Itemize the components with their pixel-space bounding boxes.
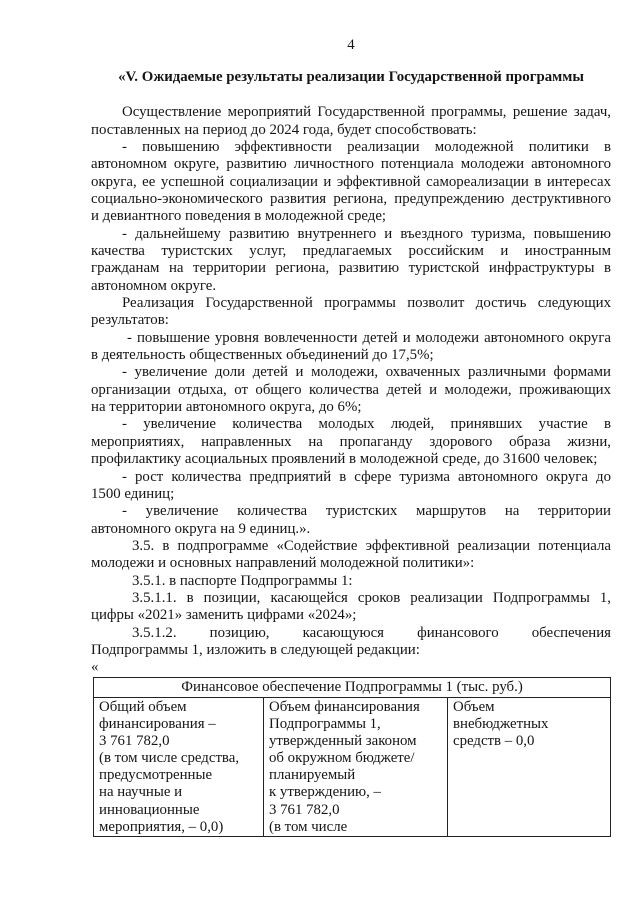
cell-line: планируемый (269, 767, 356, 784)
text-line: Осуществление мероприятий Государственной программы, решение задач, (122, 104, 611, 121)
finance-table-row (94, 698, 610, 836)
text-line: Подпрограммы 1, изложить в следующей редакции: (91, 641, 420, 658)
cell-line: об окружном бюджете/ (269, 750, 415, 767)
text-line: результатов: (91, 312, 169, 329)
finance-table-caption: Финансовое обеспечение Подпрограммы 1 (тыс. руб.) (94, 678, 610, 698)
opening-quote (91, 659, 611, 676)
cell-line: 3 761 782,0 (99, 733, 170, 750)
text-line: качества туристских услуг, предлагаемых российским и иностранным (91, 243, 611, 260)
text-line: на территории автономного округа, до 6%; (91, 399, 362, 416)
document-body (91, 104, 611, 676)
text-line: автономного округа на 9 единиц.». (91, 520, 311, 537)
cell-line: Подпрограммы 1, (269, 716, 381, 733)
text-line: молодежи и основных направлений молодежной политики»: (91, 555, 475, 572)
cell-line: Объем (453, 699, 495, 715)
cell-line: к утверждению, – (269, 784, 381, 801)
cell-line: средств – 0,0 (453, 733, 535, 750)
text-line: социально-экономического развития региона, предупреждению деструктивного (91, 191, 611, 208)
tourism-bullet (91, 226, 611, 295)
results-intro-paragraph (91, 295, 611, 330)
result-item-recreation (91, 364, 611, 416)
text-line: автономном округе. (91, 277, 217, 294)
text-line: - увеличение количества молодых людей, принявших участие в (122, 416, 611, 433)
subprogram-funding-cell (264, 698, 448, 836)
extrabudgetary-funding-cell (448, 698, 610, 836)
text-line: округа, ее успешной социализации и эффективной самореализации в интересах (91, 173, 611, 190)
text-line: 3.5.1.2. позицию, касающуюся финансового обеспечения (132, 624, 611, 641)
result-item-tourism-enterprises (91, 469, 611, 504)
cell-line: внебюджетных (453, 716, 549, 733)
clause-3-5 (91, 538, 611, 573)
clause-3-5-1 (91, 573, 611, 590)
text-line: - повышению эффективности реализации молодежной политики в (122, 138, 611, 155)
intro-paragraph (91, 104, 611, 139)
text-line: - дальнейшему развитию внутреннего и въездного туризма, повышению (122, 225, 611, 242)
result-item-healthy-lifestyle (91, 416, 611, 468)
cell-line: на научные и (99, 784, 183, 801)
text-line: 3.5.1.1. в позиции, касающейся сроков реализации Подпрограммы 1, (132, 589, 611, 606)
cell-line: предусмотренные (99, 767, 213, 784)
text-line: 3.5.1. в паспорте Подпрограммы 1: (132, 572, 353, 589)
text-line: автономном округе, развитию личностного потенциала молодежи автономного (91, 156, 611, 173)
cell-line: (в том числе средства, (99, 750, 240, 767)
cell-line: финансирования – (99, 716, 216, 733)
cell-line: утвержденный законом (269, 733, 417, 750)
text-line: - увеличение количества туристских маршрутов на территории (122, 503, 611, 520)
text-line: « (91, 659, 99, 676)
text-line: - увеличение доли детей и молодежи, охваченных различными формами (122, 364, 611, 381)
text-line: 1500 единиц; (91, 485, 175, 502)
cell-line: мероприятия, – 0,0) (99, 818, 224, 835)
text-line: - рост количества предприятий в сфере туризма автономного округа до (122, 468, 611, 485)
text-line: Реализация Государственной программы позволит достичь следующих (122, 295, 611, 312)
page-number: 4 (347, 37, 355, 53)
result-item-tourist-routes (91, 503, 611, 538)
cell-line: Объем финансирования (269, 699, 420, 715)
cell-line: (в том числе (269, 818, 348, 835)
text-line: организации отдыха, от общего количества детей и молодежи, проживающих (91, 381, 611, 398)
result-item-involvement (91, 330, 611, 365)
text-line: и девиантного поведения в молодежной среде; (91, 208, 387, 225)
text-line: профилактику асоциальных проявлений в молодежной среде, до 31600 человек; (91, 451, 598, 468)
text-line: в деятельность общественных объединений до 17,5%; (91, 347, 434, 364)
text-line: цифры «2021» заменить цифрами «2024»; (91, 607, 357, 624)
text-line: - повышение уровня вовлеченности детей и молодежи автономного округа (127, 329, 611, 346)
text-line: 3.5. в подпрограмме «Содействие эффективной реализации потенциала (132, 537, 611, 554)
clause-3-5-1-1 (91, 590, 611, 625)
text-line: гражданам на территории региона, развитию туристской инфраструктуры в (91, 260, 611, 277)
clause-3-5-1-2 (91, 625, 611, 660)
cell-line: Общий объем (99, 699, 187, 715)
youth-policy-bullet (91, 139, 611, 226)
text-line: поставленных на период до 2024 года, будет способствовать: (91, 121, 477, 138)
cell-line: 3 761 782,0 (269, 801, 340, 818)
section-heading: «V. Ожидаемые результаты реализации Государственной программы (118, 69, 584, 85)
cell-line: инновационные (99, 801, 200, 818)
total-funding-cell (94, 698, 264, 836)
text-line: мероприятиях, направленных на пропаганду здорового образа жизни, (91, 433, 611, 450)
finance-table (93, 677, 611, 837)
